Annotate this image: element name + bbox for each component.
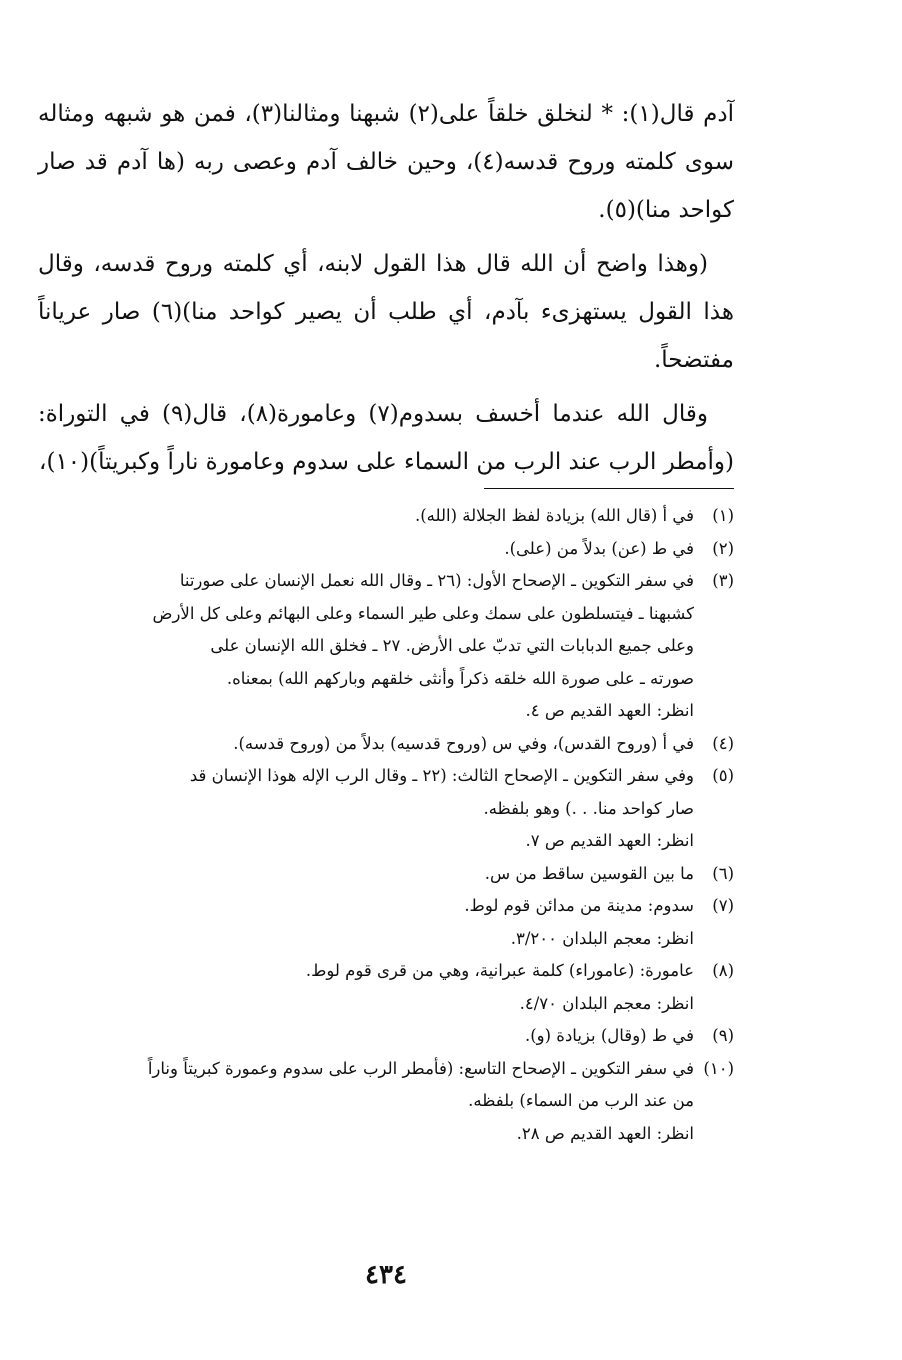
footnote-3 [38, 565, 734, 728]
footnote-line: في أ (وروح القدس)، وفي س (وروح قدسيه) بدلاً من (وروح قدسه). [233, 733, 694, 753]
footnote-4 [38, 728, 734, 761]
footnote-line: في ط (عن) بدلاً من (على). [504, 538, 694, 558]
footnotes [38, 500, 734, 1150]
footnote-number: (١٠) [703, 1058, 734, 1078]
footnote-line: سدوم: مدينة من مدائن قوم لوط. [464, 896, 694, 915]
footnote-reference: انظر: معجم البلدان ٣/٢٠٠. [510, 928, 694, 948]
footnote-line: ما بين القوسين ساقط من س. [484, 863, 694, 883]
footnote-body [38, 1053, 694, 1151]
footnote-body [38, 565, 694, 728]
footnote-reference: انظر: العهد القديم ص ٢٨. [516, 1123, 694, 1143]
footnote-line: في أ (قال الله) بزيادة لفظ الجلالة (الله). [414, 506, 694, 525]
footnote-number: (٨) [712, 961, 734, 980]
footnote-line: وعلى جميع الدبابات التي تدبّ على الأرض. ٢٧ ـ فخلق الله الإنسان على [210, 636, 694, 655]
footnote-9 [38, 1020, 734, 1053]
footnote-reference: انظر: العهد القديم ص ٧. [525, 831, 694, 850]
footnote-number: (٩) [712, 1026, 734, 1045]
footnote-body [38, 955, 694, 1020]
footnote-2 [38, 533, 734, 566]
footnote-6 [38, 858, 734, 891]
footnote-number: (٢) [712, 538, 734, 558]
footnote-line: في ط (وقال) بزيادة (و). [524, 1026, 694, 1045]
footnote-line: من عند الرب من السماء) بلفظه. [468, 1091, 694, 1110]
footnote-reference: انظر: معجم البلدان ٤/٧٠. [519, 993, 694, 1013]
footnote-line: في سفر التكوين ـ الإصحاح الأول: (٢٦ ـ وقال الله نعمل الإنسان على صورتنا [179, 571, 694, 590]
footnote-separator [484, 488, 734, 489]
footnote-body [38, 728, 694, 761]
footnote-number: (٤) [712, 733, 734, 753]
footnote-line: وفي سفر التكوين ـ الإصحاح الثالث: (٢٢ ـ وقال الرب الإله هوذا الإنسان قد [189, 766, 694, 785]
footnote-number: (٦) [712, 863, 734, 883]
footnote-line: كشبهنا ـ فيتسلطون على سمك وعلى طير السماء وعلى البهائم وعلى كل الأرض [152, 603, 694, 623]
paragraph: آدم قال(١): * لنخلق خلقاً على(٢) شبهنا ومثالنا(٣)، فمن هو شبهه ومثاله سوى كلمته وروح قدسه(٤)، وحين خالف آدم وعصى ربه (ها آدم قد صار كواحد منا)(٥). [38, 101, 735, 223]
footnote-number: (٥) [712, 766, 734, 785]
footnote-number: (٧) [712, 896, 734, 915]
footnote-8 [38, 955, 734, 1020]
footnote-reference: انظر: العهد القديم ص ٤. [525, 701, 694, 720]
footnote-body [38, 858, 694, 891]
footnote-5 [38, 760, 734, 858]
footnote-7 [38, 890, 734, 955]
footnote-body [38, 760, 694, 858]
footnote-line: في سفر التكوين ـ الإصحاح التاسع: (فأمطر الرب على سدوم وعمورة كبريتاً وناراً [147, 1058, 694, 1078]
footnote-line: عامورة: (عاموراء) كلمة عبرانية، وهي من قرى قوم لوط. [305, 961, 694, 980]
main-text [38, 90, 734, 486]
footnote-body [38, 500, 694, 533]
paragraph: (وهذا واضح أن الله قال هذا القول لابنه، أي كلمته وروح قدسه، وقال هذا القول يستهزىء بآدم، أي طلب أن يصير كواحد منا)(٦) صار عرياناً مفتضحاً. [38, 251, 734, 373]
footnote-body [38, 890, 694, 955]
page-number: ٤٣٤ [365, 1260, 407, 1290]
footnote-10 [38, 1053, 734, 1151]
footnote-body [38, 533, 694, 566]
paragraph: وقال الله عندما أخسف بسدوم(٧) وعامورة(٨)، قال(٩) في التوراة: (وأمطر الرب عند الرب من السماء على سدوم وعامورة ناراً وكبريتاً)(١٠)، [38, 401, 734, 475]
footnote-body [38, 1020, 694, 1053]
footnote-1 [38, 500, 734, 533]
footnote-number: (١) [712, 506, 734, 525]
book-page [38, 90, 734, 1320]
footnote-line: صار كواحد منا. . .) وهو بلفظه. [483, 798, 694, 818]
footnote-line: صورته ـ على صورة الله خلقه ذكراً وأنثى خلقهم وباركهم الله) بمعناه. [226, 668, 694, 688]
footnote-number: (٣) [712, 571, 734, 590]
